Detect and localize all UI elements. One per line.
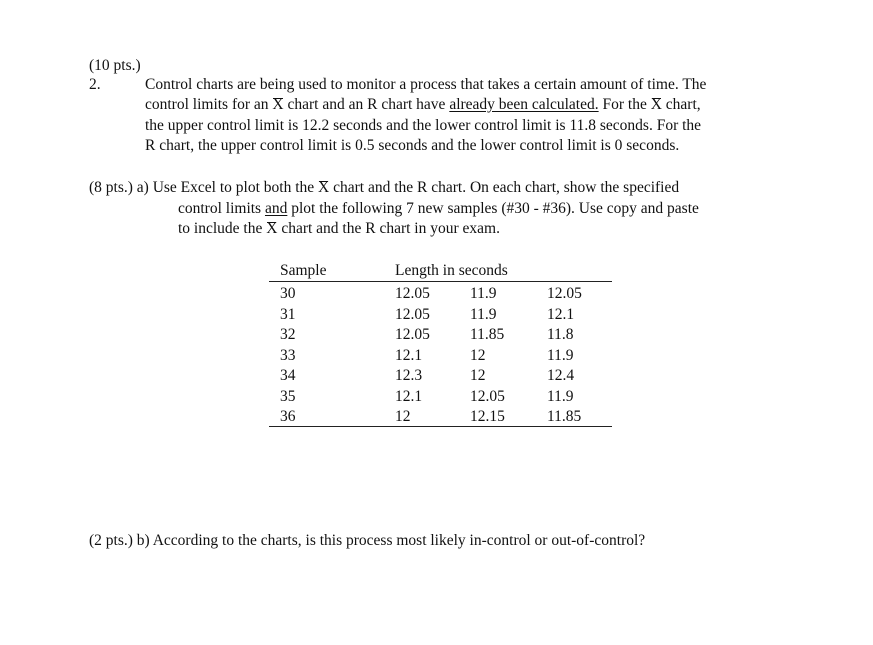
sample-cell: 30 — [280, 285, 296, 302]
length-cell-3: 12.05 — [547, 285, 582, 302]
points-label: (10 pts.) — [89, 57, 141, 74]
sample-cell: 34 — [280, 367, 296, 384]
length-cell-1: 12 — [395, 408, 411, 425]
x-bar-symbol: X — [318, 179, 330, 196]
x-bar-symbol: X — [266, 220, 278, 237]
part-a-line-2 — [178, 199, 699, 219]
length-cell-3: 11.9 — [547, 387, 574, 405]
length-cell-2: 12 — [470, 346, 486, 364]
part-a-text: chart and the R chart. On each chart, show the specified — [329, 179, 680, 196]
length-cell-1: 12.1 — [395, 387, 423, 405]
intro-text: control limits for an — [145, 96, 273, 113]
question-number: 2. — [89, 76, 101, 93]
header-sample: Sample — [280, 262, 327, 279]
underlined-text: already been calculated. — [449, 96, 599, 113]
table-top-rule — [269, 281, 612, 282]
part-a-text: chart and the R chart in your exam. — [277, 220, 500, 237]
length-cell-1: 12.05 — [395, 305, 430, 323]
length-cell-3: 12.1 — [547, 305, 575, 323]
header-length: Length in seconds — [395, 262, 508, 279]
intro-line-1: Control charts are being used to monitor a process that takes a certain amount of time. The — [145, 76, 707, 93]
length-cell-3: 12.4 — [547, 367, 575, 384]
length-cell-2: 11.85 — [470, 326, 505, 343]
length-cell-3: 11.9 — [547, 346, 574, 364]
part-a-text: (8 pts.) a) Use Excel to plot both the — [89, 179, 319, 196]
part-a-line-3 — [178, 219, 500, 239]
intro-line-3: the upper control limit is 12.2 seconds and the lower control limit is 11.8 seconds. For the — [145, 117, 702, 134]
length-cell-2: 12.05 — [470, 387, 505, 405]
x-bar-symbol: X — [650, 96, 662, 113]
length-cell-1: 12.05 — [395, 285, 430, 302]
length-cell-1: 12.3 — [395, 367, 423, 384]
part-a-line-1 — [89, 178, 679, 198]
length-cell-2: 11.9 — [470, 285, 497, 302]
length-cell-2: 12 — [470, 367, 486, 384]
sample-cell: 36 — [280, 408, 296, 425]
sample-cell: 31 — [280, 305, 296, 323]
table-bottom-rule — [269, 426, 612, 427]
x-bar-symbol: X — [272, 96, 284, 113]
length-cell-3: 11.8 — [547, 326, 574, 343]
intro-text: chart and an R chart have — [283, 96, 450, 113]
intro-line-2 — [145, 95, 701, 115]
sample-cell: 33 — [280, 346, 296, 364]
length-cell-3: 11.85 — [547, 408, 582, 425]
intro-line-4: R chart, the upper control limit is 0.5 seconds and the lower control limit is 0 seconds. — [145, 137, 680, 154]
length-cell-2: 11.9 — [470, 305, 497, 323]
part-a-text: control limits — [178, 200, 265, 217]
sample-cell: 35 — [280, 387, 296, 405]
intro-text: chart, — [661, 96, 701, 113]
part-a-text: plot the following 7 new samples (#30 - #36). Use copy and paste — [287, 200, 699, 217]
length-cell-1: 12.1 — [395, 346, 423, 364]
underlined-text: and — [264, 200, 288, 217]
part-b-text: (2 pts.) b) According to the charts, is this process most likely in-control or out-of-control? — [89, 532, 646, 549]
length-cell-2: 12.15 — [470, 408, 505, 425]
length-cell-1: 12.05 — [395, 326, 430, 343]
sample-cell: 32 — [280, 326, 296, 343]
part-a-text: to include the — [178, 220, 267, 237]
intro-text: For the — [598, 96, 651, 113]
